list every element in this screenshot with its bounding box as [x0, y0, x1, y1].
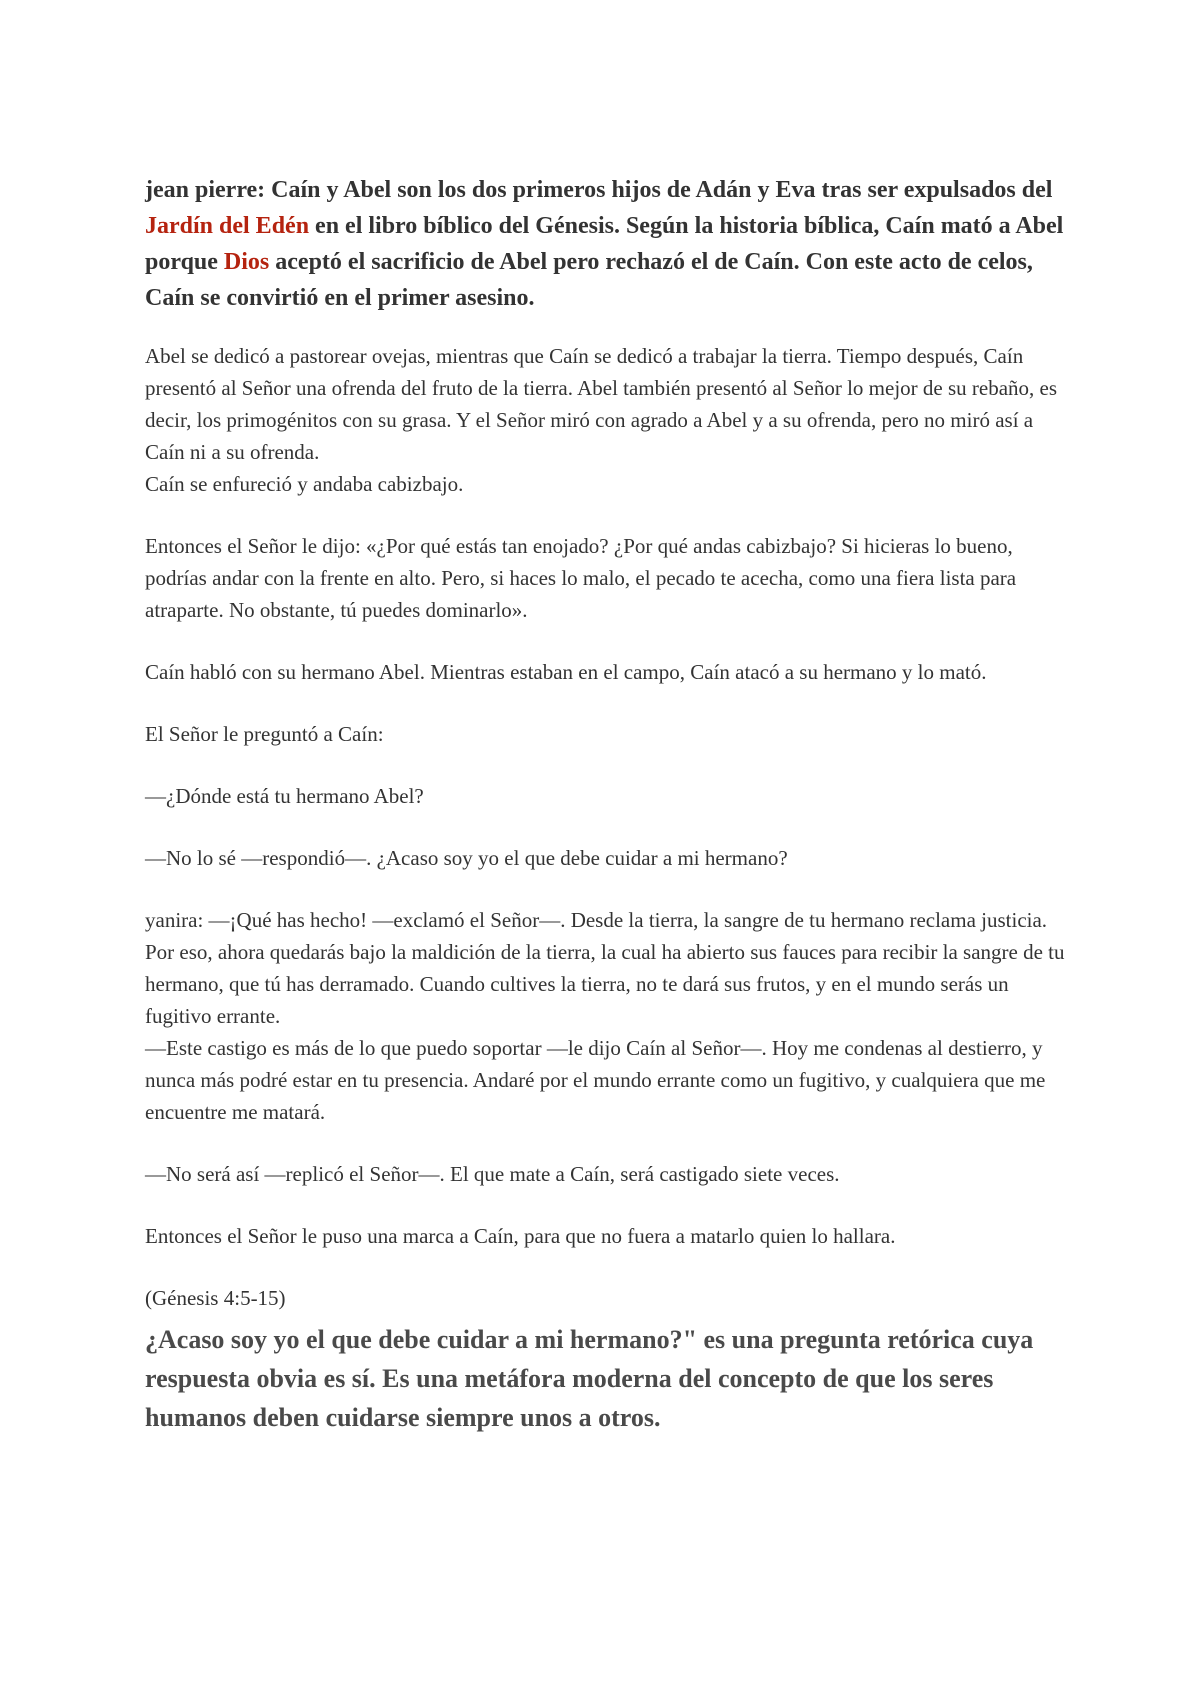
paragraph-text: —¿Dónde está tu hermano Abel?	[145, 784, 424, 808]
paragraph-mark	[145, 1220, 1065, 1252]
paragraph-text: —No lo sé —respondió—. ¿Acaso soy yo el que debe cuidar a mi hermano?	[145, 846, 788, 870]
intro-text-3: aceptó el sacrificio de Abel pero rechazó el de Caín. Con este acto de celos, Caín se convirtió en el primer asesino.	[145, 249, 1033, 311]
dios-link[interactable]: Dios	[223, 249, 270, 275]
paragraph-text-extra: Caín se enfureció y andaba cabizbajo.	[145, 472, 464, 496]
paragraph-lord-asks	[145, 718, 1065, 750]
paragraph-text: Abel se dedicó a pastorear ovejas, mientras que Caín se dedicó a trabajar la tierra. Tiempo después, Caín presentó al Señor una ofrenda del fruto de la tierra. Abel también presentó al Señor lo mejor de su rebaño, es decir, los primogénitos con su grasa. Y el Señor miró con agrado a Abel y a su ofrenda, pero no miró así a Caín ni a su ofrenda.	[145, 344, 1058, 464]
paragraph-abel-offering	[145, 340, 1065, 500]
intro-paragraph	[145, 172, 1065, 316]
paragraph-where-abel	[145, 780, 1065, 812]
paragraph-text: yanira: —¡Qué has hecho! —exclamó el Señor—. Desde la tierra, la sangre de tu hermano reclama justicia. Por eso, ahora quedarás bajo la maldición de la tierra, la cual ha abierto sus fauces para recibir la sangre de tu hermano, que tú has derramado. Cuando cultives la tierra, no te dará sus frutos, y en el mundo serás un fugitivo errante.	[145, 908, 1065, 1028]
paragraph-lord-speaks	[145, 530, 1065, 626]
paragraph-text: Entonces el Señor le puso una marca a Caín, para que no fuera a matarlo quien lo hallara.	[145, 1224, 896, 1248]
paragraph-curse	[145, 904, 1065, 1128]
intro-text-1: jean pierre: Caín y Abel son los dos primeros hijos de Adán y Eva tras ser expulsados del	[145, 177, 1053, 203]
paragraph-text: Caín habló con su hermano Abel. Mientras estaban en el campo, Caín atacó a su hermano y lo mató.	[145, 660, 987, 684]
paragraph-i-dont-know	[145, 842, 1065, 874]
paragraph-text: Entonces el Señor le dijo: «¿Por qué estás tan enojado? ¿Por qué andas cabizbajo? Si hicieras lo bueno, podrías andar con la frente en alto. Pero, si haces lo malo, el pecado te acecha, como una fiera lista para atraparte. No obstante, tú puedes dominarlo».	[145, 534, 1017, 622]
paragraph-cain-kills	[145, 656, 1065, 688]
jardin-del-eden-link[interactable]: Jardín del Edén	[145, 213, 310, 239]
closing-paragraph: ¿Acaso soy yo el que debe cuidar a mi hermano?" es una pregunta retórica cuya respuesta obvia es sí. Es una metáfora moderna del concepto de que los seres humanos deben cuidarse siempre unos a otros.	[145, 1325, 1034, 1432]
document-page	[145, 172, 1065, 1437]
intro-text-2: en el libro bíblico del Génesis. Según la historia bíblica, Caín mató a Abel porque	[145, 213, 1064, 275]
paragraph-seven-times	[145, 1158, 1065, 1190]
paragraph-text: El Señor le preguntó a Caín:	[145, 722, 384, 746]
paragraph-text: —No será así —replicó el Señor—. El que mate a Caín, será castigado siete veces.	[145, 1162, 840, 1186]
paragraph-text-extra: —Este castigo es más de lo que puedo soportar —le dijo Caín al Señor—. Hoy me condenas al destierro, y nunca más podré estar en tu presencia. Andaré por el mundo errante como un fugitivo, y cualquiera que me encuentre me matará.	[145, 1036, 1046, 1124]
bible-reference: (Génesis 4:5-15)	[145, 1286, 286, 1310]
